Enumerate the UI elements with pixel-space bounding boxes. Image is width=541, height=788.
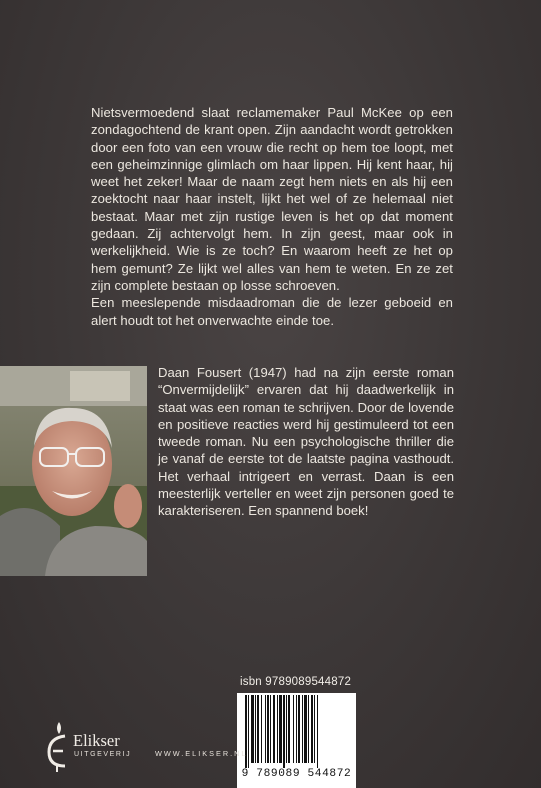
back-cover-blurb: [91, 104, 453, 329]
barcode-bar: [270, 695, 271, 763]
publisher-name: Elikser: [73, 731, 120, 750]
barcode-bar: [302, 695, 303, 763]
barcode-bar: [286, 695, 287, 763]
barcode-bar: [267, 695, 269, 763]
barcode-bar: [265, 695, 266, 763]
barcode-bar: [293, 695, 294, 763]
author-photo: [0, 366, 147, 576]
isbn-label: isbn 9789089544872: [240, 676, 352, 688]
barcode-bar: [296, 695, 297, 763]
barcode-bars: [237, 693, 356, 768]
barcode-bar: [298, 695, 300, 763]
barcode-bar: [314, 695, 315, 763]
barcode-bar: [257, 695, 259, 763]
barcode-bar: [311, 695, 313, 763]
barcode-bar: [251, 695, 254, 763]
author-portrait-image: [0, 366, 147, 576]
publisher-logo: [43, 716, 143, 772]
barcode-bar: [273, 695, 275, 763]
barcode-bar: [277, 695, 278, 763]
barcode-bar: [288, 695, 290, 763]
author-bio: Daan Fousert (1947) had na zijn eerste roman “Onvermijdelijk” ervaren dat hij daadwerkelijk in staat was een roman te schrijven. Door de lovende en positieve reacties werd hij gestimuleerd tot een tweede roman. Nu een psychologische thriller die je vanaf de eerste tot de laatste pagina vasthoudt. Het verhaal intrigeert en verrast. Daan is een meesterlijk verteller en weet zijn personen goed te karakteriseren. Een spannend boek!: [158, 365, 454, 519]
blurb-paragraph: Nietsvermoedend slaat reclamemaker Paul McKee op een zondagochtend de krant open. Zijn aandacht wordt getrokken door een foto van een vrouw die recht op hem toe loopt, met een geheimzinnige glimlach om haar lippen. Hij kent haar, hij weet het zeker! Maar de naam zegt hem niets en als hij een zoektocht naar haar instelt, lijkt het wel of ze helemaal niet bestaat. Maar met zijn rustige leven is het op dat moment gedaan. Zij achtervolgt hem. In zijn geest, maar ook in werkelijkheid. Wie is ze toch? En waarom heeft ze het op hem gemunt? Ze lijkt wel alles van hem te weten. En ze zet zijn complete bestaan op losse schroeven.: [91, 105, 453, 293]
publisher-logo-icon: [43, 716, 73, 772]
barcode-bar: [261, 695, 262, 763]
barcode-bar: [308, 695, 309, 763]
barcode-bar: [255, 695, 256, 763]
publisher-subtitle: UITGEVERIJ: [74, 751, 132, 758]
publisher-website: WWW.ELIKSER.NL: [155, 749, 248, 758]
barcode-digits: 9 789089 544872: [241, 768, 352, 780]
barcode-bar: [248, 695, 249, 768]
barcode-bar: [279, 695, 282, 763]
blurb-tagline: Een meeslepende misdaadroman die de lezer geboeid en alert houdt tot het onverwachte einde toe.: [91, 295, 453, 328]
barcode-bar: [304, 695, 307, 763]
barcode-bar: [317, 695, 318, 768]
isbn-barcode-block: [237, 676, 356, 788]
barcode-bar: [283, 695, 285, 768]
